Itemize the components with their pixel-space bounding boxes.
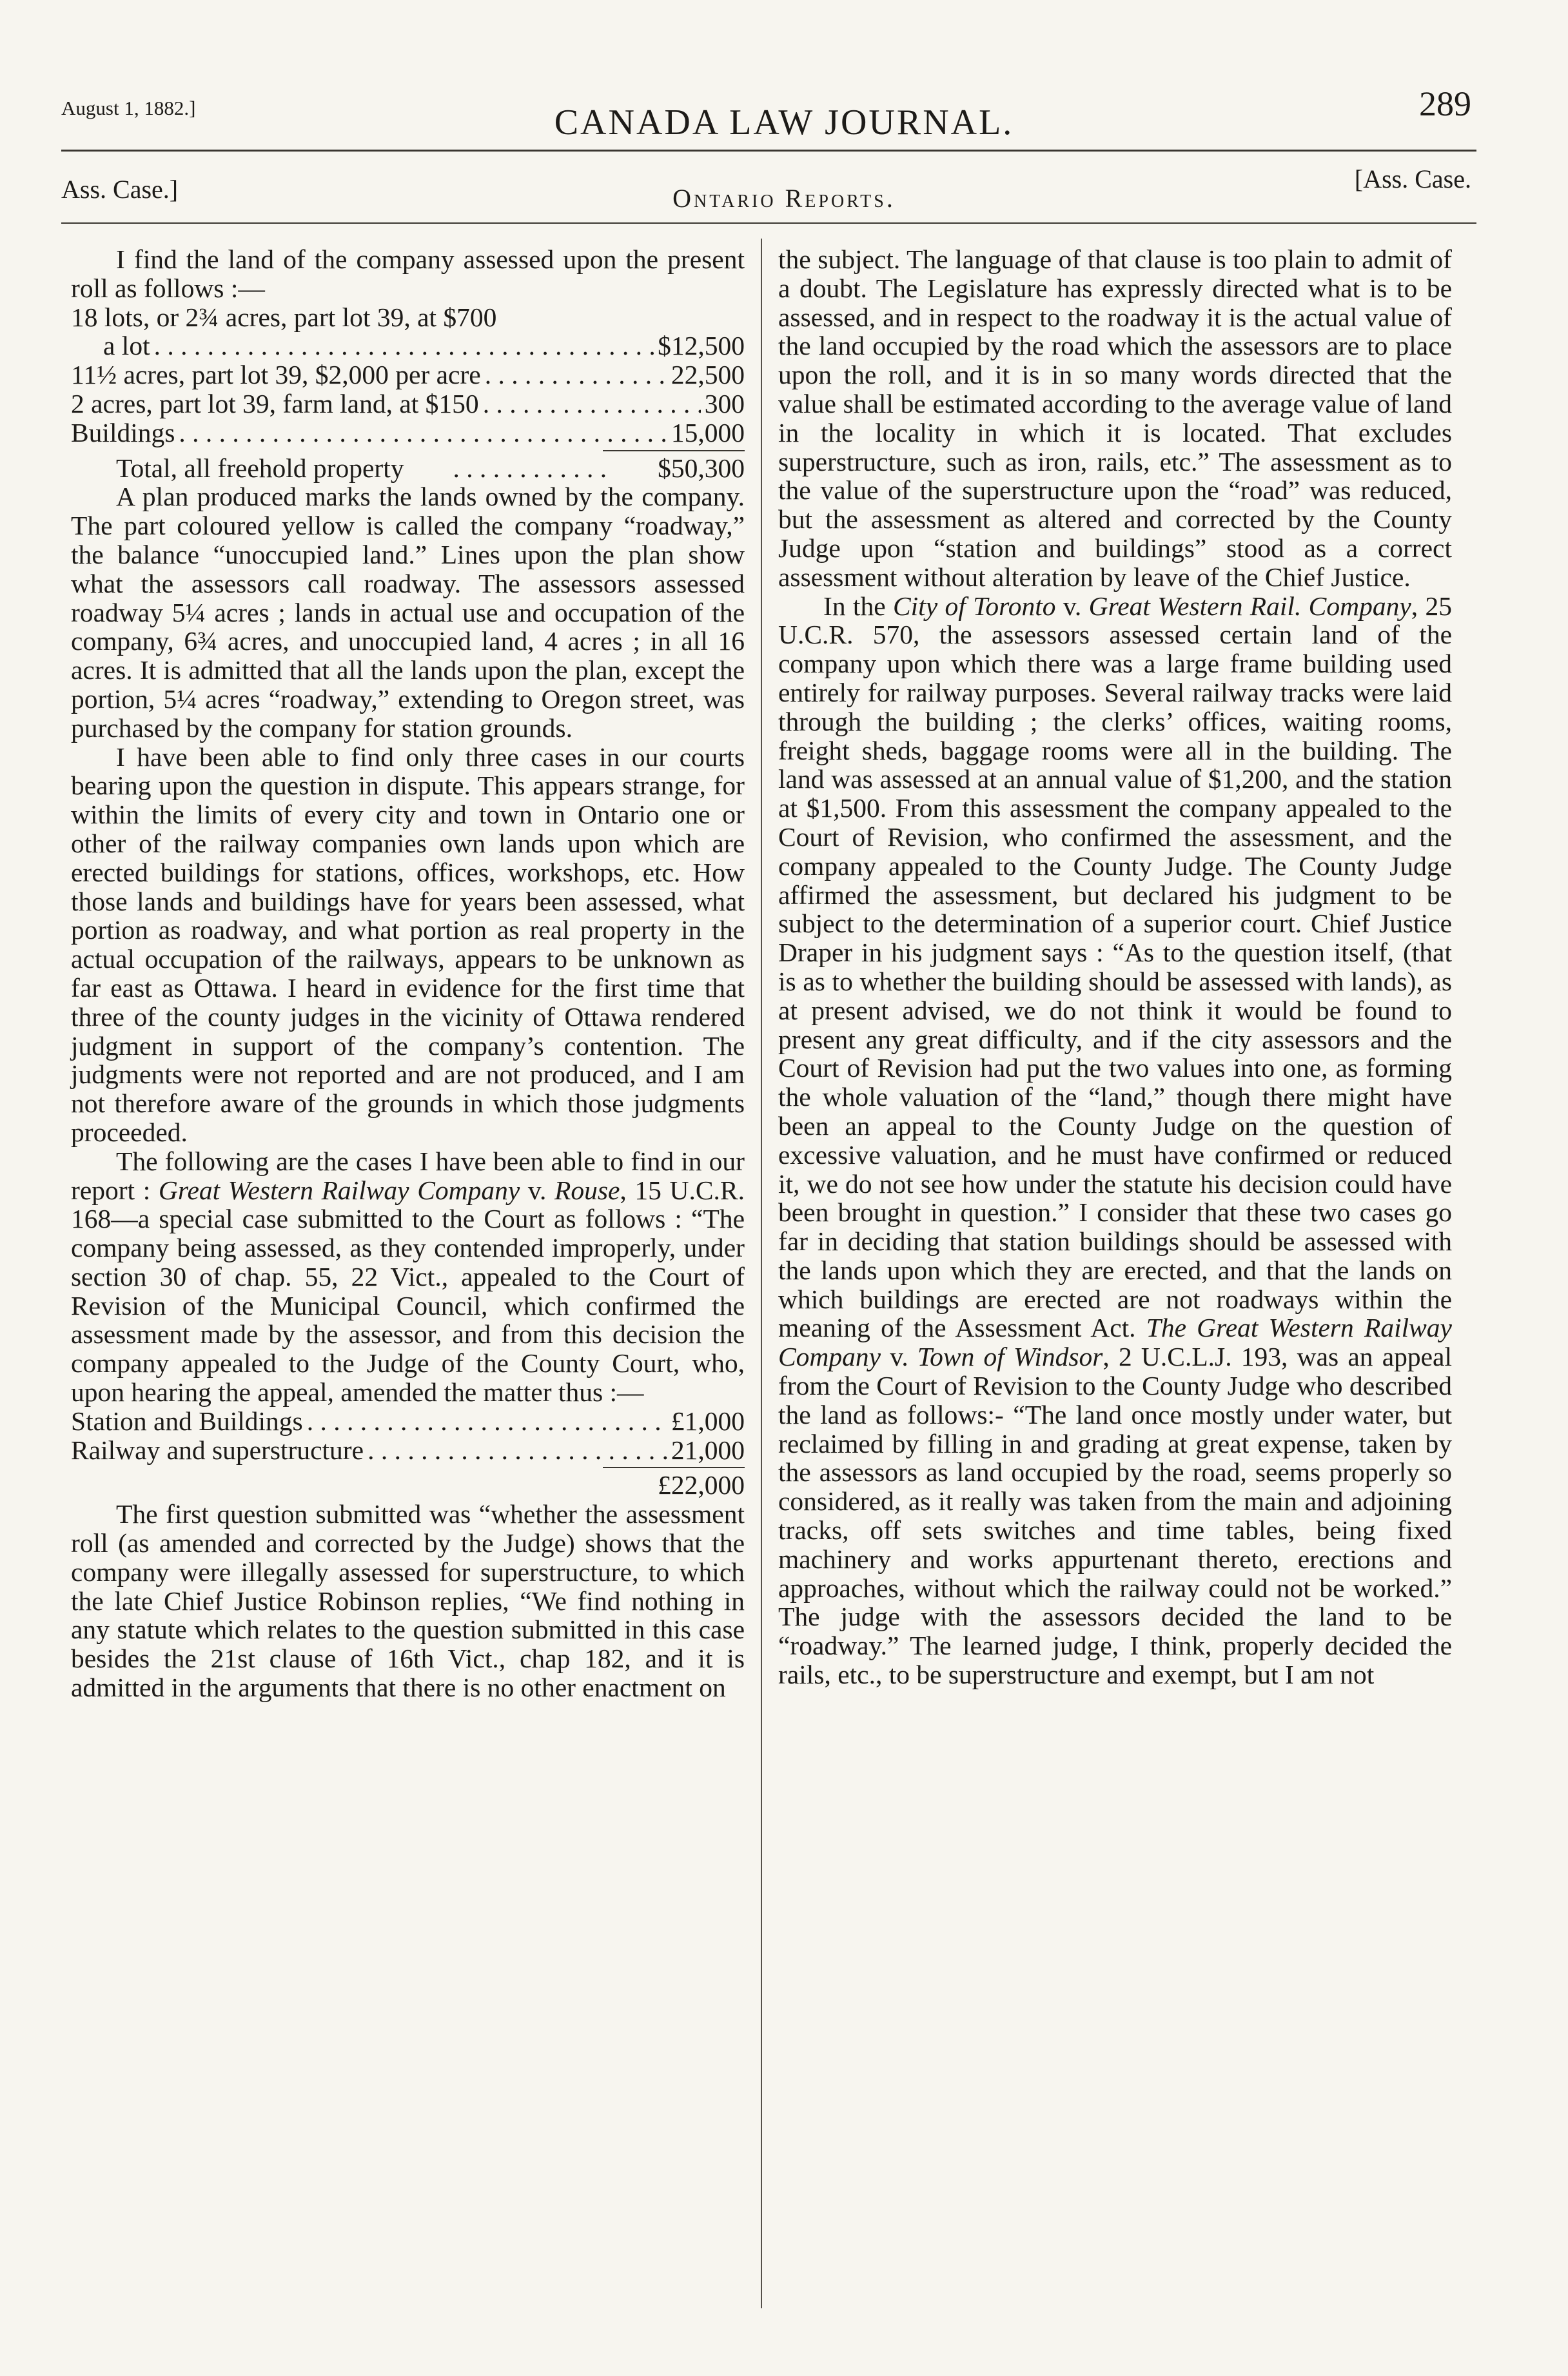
dot-leader bbox=[483, 389, 701, 418]
column-divider bbox=[761, 239, 762, 2308]
running-head-left: Ass. Case.] bbox=[61, 175, 179, 204]
sum-rule bbox=[603, 1467, 745, 1468]
case-name: The Great Western Railway Company bbox=[778, 1313, 1452, 1372]
right-column bbox=[778, 245, 1452, 1689]
case-name: Great Western Rail. Company bbox=[1088, 591, 1411, 621]
left-column bbox=[71, 245, 745, 1702]
item-amount: 15,000 bbox=[671, 417, 745, 447]
item-amount: 21,000 bbox=[671, 1435, 745, 1465]
item-label: Railway and superstructure bbox=[71, 1435, 364, 1465]
case-name: Town of Windsor bbox=[917, 1342, 1103, 1372]
sum-rule bbox=[603, 450, 745, 451]
assessment-item bbox=[71, 360, 745, 389]
dot-leader bbox=[408, 454, 609, 483]
header-rule bbox=[61, 150, 1476, 152]
section-title: Ontario Reports. bbox=[672, 184, 896, 213]
item-label: 11½ acres, part lot 39, $2,000 per acre bbox=[71, 360, 481, 390]
text-run: The following are the cases I have been able to find in our report : bbox=[71, 1146, 745, 1205]
assessment-item bbox=[71, 418, 745, 447]
assessment-item bbox=[71, 331, 745, 360]
text-run: v. bbox=[520, 1175, 554, 1205]
assessment-item bbox=[71, 1407, 745, 1436]
item-amount: 22,500 bbox=[671, 360, 745, 390]
dot-leader bbox=[179, 418, 667, 447]
dot-leader bbox=[154, 331, 654, 360]
paragraph bbox=[71, 1147, 745, 1407]
paragraph: I have been able to find only three cases in our courts bearing upon the question in dispute. This appears strange, for within the limits of every city and town in Ontario one or other of the railway companies own lands upon which are erected buildings for stations, offices, workshops, etc. How those lands and buildings have for years been assessed, what portion as roadway, and what portion as real property in the actual occupation of the railways, appears to be unknown as far east as Ottawa. I heard in evidence for the first time that three of the county judges in the vicinity of Ottawa rendered judgment in support of the company’s contention. The judgments were not reported and are not produced, and I am not therefore aware of the grounds in which those judgments proceeded. bbox=[71, 741, 745, 1147]
journal-title: CANADA LAW JOURNAL. bbox=[554, 103, 1014, 142]
item-amount: $12,500 bbox=[658, 331, 745, 361]
running-header bbox=[0, 164, 1568, 219]
dot-leader bbox=[485, 360, 667, 389]
case-name: Rouse bbox=[554, 1175, 620, 1205]
text-run: , 2 U.C.L.J. 193, was an appeal from the Court of Revision to the County Judge who described the land as follows:- “The land once mostly under water, but reclaimed by filling in and grading at great expense, taken by the assessors as land occupied by the road, seems properly so considered, as it really was taken from the main and adjoining tracks, off sets switches and time tables, being fixed machinery and works appurtenant thereto, erections and approaches, without which the railway could not be worked.” The judge with the assessors decided the land to be “roadway.” The learned judge, I think, properly decided the rails, etc., to be superstructure and exempt, but I am not bbox=[778, 1342, 1452, 1690]
item-amount: 300 bbox=[704, 388, 745, 418]
case-name: Great Western Railway Company bbox=[158, 1175, 520, 1205]
item-label: Station and Buildings bbox=[71, 1406, 303, 1436]
dot-leader bbox=[307, 1407, 667, 1436]
total-amount: $50,300 bbox=[658, 453, 745, 483]
case-name: City of Toronto bbox=[892, 591, 1056, 621]
page-number: 289 bbox=[1419, 84, 1471, 123]
text-run: In the bbox=[823, 591, 893, 621]
text-run: v. bbox=[1055, 591, 1089, 621]
text-run: , 25 U.C.R. 570, the assessors assessed certain land of the company upon which there was a large frame building used entirely for railway purposes. Several railway tracks were laid through the building ; the clerks’ offices, waiting rooms, freight sheds, baggage rooms were all in the building. The land was assessed at an annual value of $1,200, and the station at $1,500. From this assessment the company appealed to the Court of Revision, who confirmed the assessment, and the company appealed to the County Judge. The County Judge affirmed the assessment, but declared his judgment to be subject to the determination of a superior court. Chief Justice Draper in his judgment says : “As to the question itself, (that is as to whether the building should be assessed with lands), as at present advised, we do not think it would be found to present any great difficulty, and if the city assessors and the Court of Revision had put the two values into one, as forming the whole valuation of the “land,” though there might have been an appeal to the County Judge on the question of excessive valuation, and he must have confirmed or reduced it, we do not see how under the statute his decision could have been brought in question.” I consider that these two cases go far in deciding that station buildings should be assessed with the lands upon which they are erected, and that the lands on which buildings are erected are not roadways within the meaning of the Assessment Act. bbox=[778, 591, 1452, 1343]
item-label: a lot bbox=[103, 331, 150, 361]
text-run: , 15 U.C.R. 168—a special case submitted to the Court as follows : “The company being assessed, as they contended improperly, under section 30 of chap. 55, 22 Vict., appealed to the Court of Revision of the Municipal Council, which confirmed the assessment made by the assessor, and from this decision the company appealed to the Judge of the County Court, who, upon hearing the appeal, amended the matter thus :— bbox=[71, 1175, 745, 1408]
running-header-rule bbox=[61, 222, 1476, 224]
issue-date: August 1, 1882.] bbox=[61, 97, 196, 119]
paragraph bbox=[778, 592, 1452, 1689]
item-label: 2 acres, part lot 39, farm land, at $150 bbox=[71, 388, 479, 418]
paragraph: A plan produced marks the lands owned by the company. The part coloured yellow is called the company “roadway,” the balance “unoccupied land.” Lines upon the plan show what the assessors call roadway. The assessors assessed roadway 5¼ acres ; lands in actual use and occupation of the company, 6¾ acres, and unoccupied land, 4 acres ; in all 16 acres. It is admitted that all the lands upon the plan, except the portion, 5¼ acres “roadway,” extending to Oregon street, was purchased by the company for station grounds. bbox=[71, 482, 745, 743]
lots-line: 18 lots, or 2¾ acres, part lot 39, at $700 bbox=[71, 302, 497, 332]
paragraph: The first question submitted was “whether the assessment roll (as amended and corrected by the Judge) shows that the company were illegally assessed for superstructure, to which the late Chief Justice Robinson replies, “We find nothing in any statute which relates to the question submitted in this case besides the 21st clause of 16th Vict., chap 182, and it is admitted in the arguments that there is no other enactment on bbox=[71, 1499, 745, 1703]
item-label: Buildings bbox=[71, 417, 175, 447]
dot-leader bbox=[368, 1436, 667, 1465]
assessment-item bbox=[71, 1436, 745, 1465]
total-amount: £22,000 bbox=[658, 1470, 745, 1500]
item-amount: £1,000 bbox=[671, 1406, 745, 1436]
page-header bbox=[0, 84, 1568, 148]
total-label: Total, all freehold property bbox=[116, 453, 404, 483]
paragraph: I find the land of the company assessed upon the present roll as follows :— bbox=[71, 244, 745, 303]
text-run: v. bbox=[881, 1342, 917, 1372]
total-line bbox=[71, 454, 745, 483]
paragraph: the subject. The language of that clause is too plain to admit of a doubt. The Legislature has expressly directed what is to be assessed, and in respect to the roadway it is the actual value of the land occupied by the road which the assessors are to place upon the roll, and it is in so many words directed that the value shall be estimated according to the average value of land in the locality in which it is located. That excludes superstructure, such as iron, rails, etc.” The assessment as to the value of the superstructure upon the “road” was reduced, but the assessment as altered and corrected by the County Judge upon “station and buildings” stood as a correct assessment without alteration by leave of the Chief Justice. bbox=[778, 244, 1452, 592]
running-head-right: [Ass. Case. bbox=[1354, 164, 1471, 193]
assessment-item bbox=[71, 389, 745, 418]
